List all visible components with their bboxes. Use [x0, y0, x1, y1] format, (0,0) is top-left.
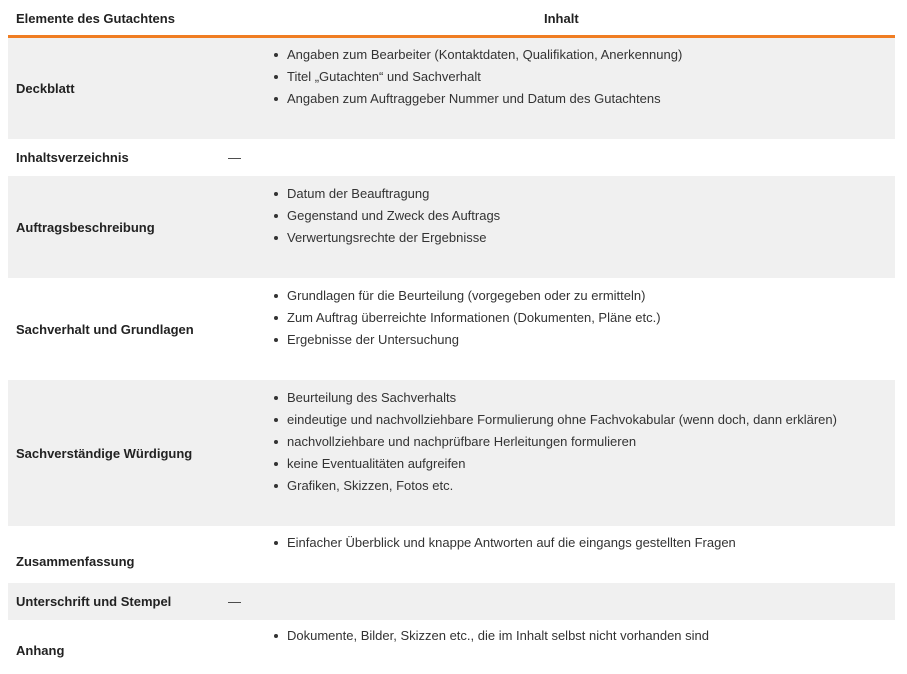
row-content	[228, 150, 895, 165]
list-item: Verwertungsrechte der Ergebnisse	[273, 227, 895, 249]
bullet-list	[273, 44, 895, 110]
bullet-list	[273, 285, 895, 351]
list-item: eindeutige und nachvollziehbare Formulierung ohne Fachvokabular (wenn doch, dann erklären)	[273, 409, 895, 431]
empty-dash: —	[228, 594, 241, 609]
row-content	[238, 380, 895, 497]
table-row	[8, 526, 895, 583]
row-label: Anhang	[16, 642, 65, 658]
table-row	[8, 380, 895, 526]
bullet-list	[273, 532, 895, 554]
table-row	[8, 38, 895, 139]
row-label: Zusammenfassung	[16, 554, 135, 569]
row-label: Deckblatt	[16, 81, 75, 96]
list-item: Grafiken, Skizzen, Fotos etc.	[273, 475, 895, 497]
bullet-list	[273, 183, 895, 249]
header-content: Inhalt	[544, 11, 579, 26]
list-item: Datum der Beauftragung	[273, 183, 895, 205]
table-row	[8, 176, 895, 278]
row-label: Sachverständige Würdigung	[16, 445, 193, 461]
table-row	[8, 620, 895, 668]
row-content	[238, 526, 895, 554]
empty-dash: —	[228, 150, 241, 165]
bullet-list	[273, 625, 895, 647]
list-item: Ergebnisse der Untersuchung	[273, 329, 895, 351]
table-row	[8, 583, 895, 620]
table-row	[8, 278, 895, 380]
list-item: Angaben zum Bearbeiter (Kontaktdaten, Qualifikation, Anerkennung)	[273, 44, 895, 66]
row-label: Unterschrift und Stempel	[16, 594, 172, 609]
row-content	[228, 594, 895, 609]
bullet-list	[273, 387, 895, 497]
list-item: Beurteilung des Sachverhalts	[273, 387, 895, 409]
list-item: Dokumente, Bilder, Skizzen etc., die im Inhalt selbst nicht vorhanden sind	[273, 625, 895, 647]
row-content	[238, 620, 895, 647]
list-item: Gegenstand und Zweck des Auftrags	[273, 205, 895, 227]
list-item: nachvollziehbare und nachprüfbare Herleitungen formulieren	[273, 431, 895, 453]
list-item: Einfacher Überblick und knappe Antworten auf die eingangs gestellten Fragen	[273, 532, 895, 554]
header-elements: Elemente des Gutachtens	[16, 11, 175, 26]
row-content	[238, 278, 895, 351]
gutachten-table	[8, 0, 895, 668]
list-item: keine Eventualitäten aufgreifen	[273, 453, 895, 475]
list-item: Angaben zum Auftraggeber Nummer und Datum des Gutachtens	[273, 88, 895, 110]
row-label: Sachverhalt und Grundlagen	[16, 321, 194, 337]
row-label: Inhaltsverzeichnis	[16, 150, 129, 165]
row-content	[238, 176, 895, 249]
row-label: Auftragsbeschreibung	[16, 219, 155, 235]
list-item: Grundlagen für die Beurteilung (vorgegeben oder zu ermitteln)	[273, 285, 895, 307]
list-item: Titel „Gutachten“ und Sachverhalt	[273, 66, 895, 88]
table-header	[8, 0, 895, 38]
table-row	[8, 139, 895, 176]
list-item: Zum Auftrag überreichte Informationen (Dokumenten, Pläne etc.)	[273, 307, 895, 329]
row-content	[238, 38, 895, 110]
